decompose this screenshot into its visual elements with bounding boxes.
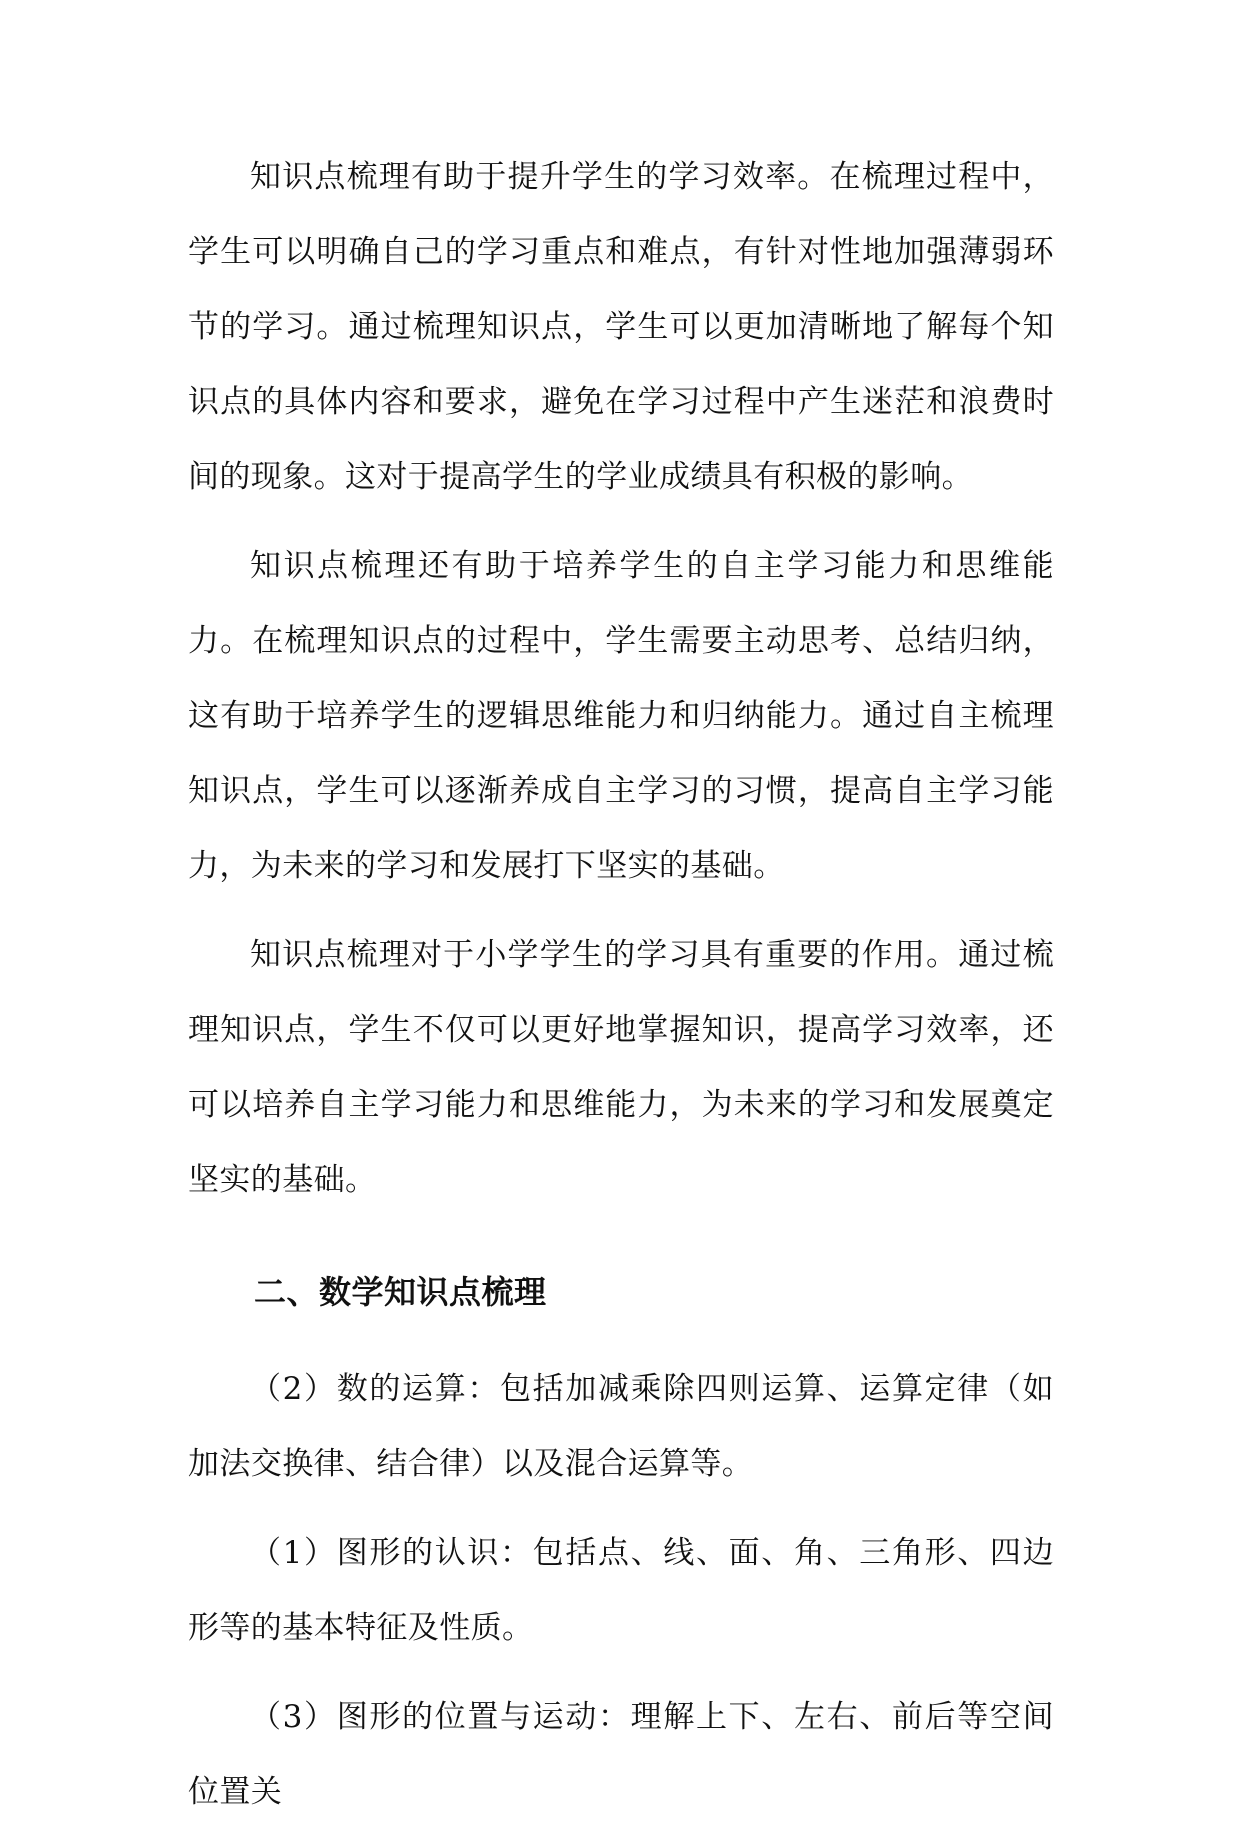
paragraph-number-operations: （2）数的运算：包括加减乘除四则运算、运算定律（如加法交换律、结合律）以及混合运算等。 xyxy=(188,1371,1054,1482)
paragraph-self-learning: 知识点梳理还有助于培养学生的自主学习能力和思维能力。在梳理知识点的过程中，学生需要主动思考、总结归纳，这有助于培养学生的逻辑思维能力和归纳能力。通过自主梳理知识点，学生可以逐渐养成自主学习的习惯，提高自主学习能力，为未来的学习和发展打下坚实的基础。 xyxy=(188,548,1054,884)
document-page xyxy=(188,140,1054,1844)
paragraph-importance: 知识点梳理对于小学学生的学习具有重要的作用。通过梳理知识点，学生不仅可以更好地掌握知识，提高学习效率，还可以培养自主学习能力和思维能力，为未来的学习和发展奠定坚实的基础。 xyxy=(188,937,1054,1198)
paragraph-learning-efficiency: 知识点梳理有助于提升学生的学习效率。在梳理过程中，学生可以明确自己的学习重点和难点，有针对性地加强薄弱环节的学习。通过梳理知识点，学生可以更加清晰地了解每个知识点的具体内容和要求，避免在学习过程中产生迷茫和浪费时间的现象。这对于提高学生的学业成绩具有积极的影响。 xyxy=(188,159,1054,495)
section-heading: 二、数学知识点梳理 xyxy=(254,1273,547,1311)
paragraph-shape-recognition: （1）图形的认识：包括点、线、面、角、三角形、四边形等的基本特征及性质。 xyxy=(188,1535,1054,1646)
paragraph-shape-position: （3）图形的位置与运动：理解上下、左右、前后等空间位置关 xyxy=(188,1699,1054,1810)
